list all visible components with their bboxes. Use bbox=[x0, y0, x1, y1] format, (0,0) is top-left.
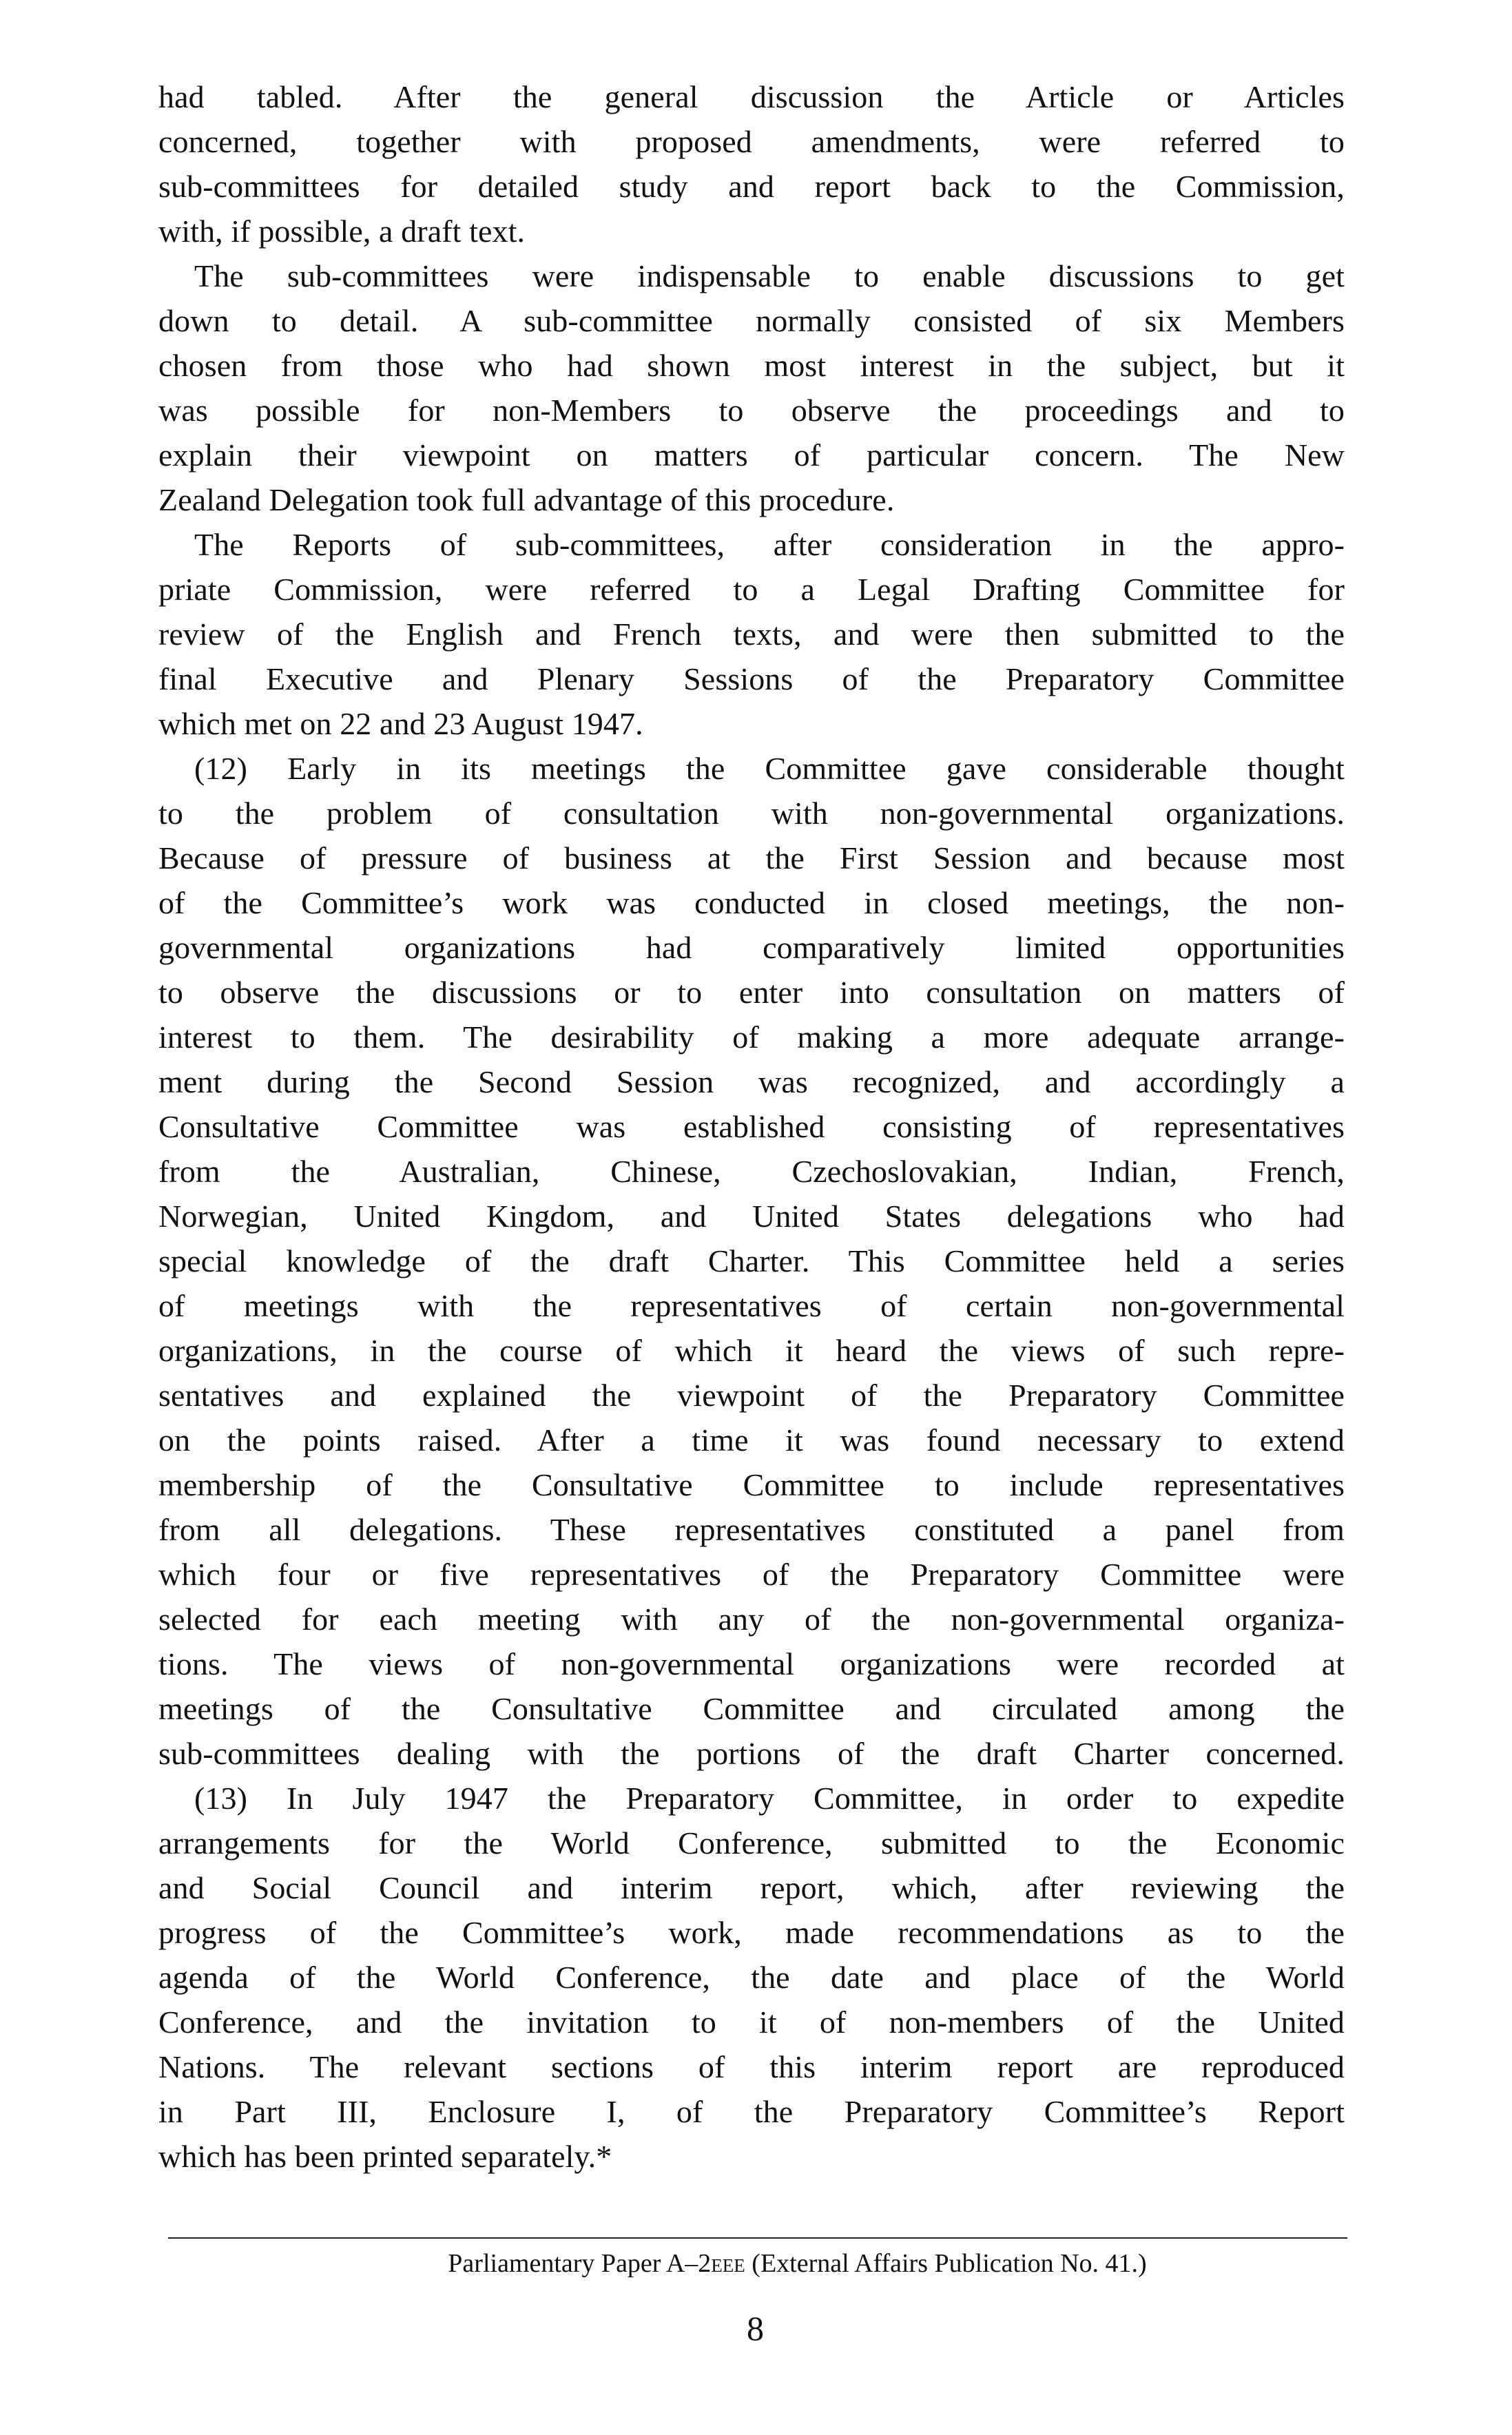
footnote-prefix: Parliamentary Paper A–2 bbox=[448, 2249, 712, 2278]
text-line: on the points raised. After a time it was found necessary to extend bbox=[158, 1422, 1345, 1458]
text-line: of meetings with the representatives of certain non-governmental bbox=[158, 1288, 1345, 1323]
text-line: Zealand Delegation took full advantage of this procedure. bbox=[158, 482, 895, 517]
text-line: (13) In July 1947 the Preparatory Committee, in order to expedite bbox=[194, 1781, 1345, 1816]
text-line: was possible for non-Members to observe the proceedings and to bbox=[158, 393, 1345, 428]
text-line: chosen from those who had shown most interest in the subject, but it bbox=[158, 348, 1345, 383]
body-text bbox=[158, 74, 1345, 2179]
text-line: progress of the Committee’s work, made recommendations as to the bbox=[158, 1915, 1345, 1950]
text-line: The sub-committees were indispensable to enable discussions to get bbox=[194, 258, 1345, 293]
text-line: review of the English and French texts, and were then submitted to the bbox=[158, 616, 1345, 652]
footnote-divider bbox=[168, 2237, 1347, 2239]
text-line: down to detail. A sub-committee normally consisted of six Members bbox=[158, 303, 1345, 338]
text-line: explain their viewpoint on matters of particular concern. The New bbox=[158, 437, 1345, 473]
text-line: Consultative Committee was established consisting of representatives bbox=[158, 1109, 1345, 1144]
text-line: to the problem of consultation with non-governmental organizations. bbox=[158, 796, 1345, 831]
text-line: priate Commission, were referred to a Legal Drafting Committee for bbox=[158, 572, 1345, 607]
text-line: which has been printed separately.* bbox=[158, 2139, 612, 2174]
text-line: Nations. The relevant sections of this interim report are reproduced bbox=[158, 2049, 1345, 2084]
text-line: governmental organizations had comparatively limited opportunities bbox=[158, 930, 1345, 965]
text-line: sub-committees dealing with the portions of the draft Charter concerned. bbox=[158, 1736, 1345, 1771]
footnote bbox=[0, 2248, 1512, 2279]
text-line: from all delegations. These representatives constituted a panel from bbox=[158, 1512, 1345, 1547]
text-line: special knowledge of the draft Charter. This Committee held a series bbox=[158, 1243, 1345, 1278]
footnote-small-caps: eee bbox=[711, 2249, 745, 2278]
text-line: The Reports of sub-committees, after consideration in the appro- bbox=[194, 527, 1345, 562]
text-line: and Social Council and interim report, which, after reviewing the bbox=[158, 1870, 1345, 1905]
text-line: meetings of the Consultative Committee and circulated among the bbox=[158, 1691, 1345, 1726]
text-line: had tabled. After the general discussion the Article or Articles bbox=[158, 79, 1345, 114]
text-line: tions. The views of non-governmental organizations were recorded at bbox=[158, 1646, 1345, 1681]
text-line: membership of the Consultative Committee to include representatives bbox=[158, 1467, 1345, 1502]
text-line: with, if possible, a draft text. bbox=[158, 214, 526, 249]
text-line: sentatives and explained the viewpoint of the Preparatory Committee bbox=[158, 1378, 1345, 1413]
text-line: in Part III, Enclosure I, of the Preparatory Committee’s Report bbox=[158, 2094, 1345, 2129]
text-line: sub-committees for detailed study and report back to the Commission, bbox=[158, 169, 1345, 204]
text-line: concerned, together with proposed amendments, were referred to bbox=[158, 124, 1345, 159]
text-line: of the Committee’s work was conducted in closed meetings, the non- bbox=[158, 885, 1345, 920]
text-line: agenda of the World Conference, the date and place of the World bbox=[158, 1960, 1345, 1995]
text-line: ment during the Second Session was recognized, and accordingly a bbox=[158, 1064, 1345, 1099]
page-number-text: 8 bbox=[747, 2309, 764, 2348]
text-line: Norwegian, United Kingdom, and United States delegations who had bbox=[158, 1199, 1345, 1234]
text-line: final Executive and Plenary Sessions of the Preparatory Committee bbox=[158, 661, 1345, 696]
text-line: from the Australian, Chinese, Czechoslovakian, Indian, French, bbox=[158, 1154, 1345, 1189]
text-line: to observe the discussions or to enter into consultation on matters of bbox=[158, 975, 1345, 1010]
page-number bbox=[0, 2309, 1512, 2348]
text-line: interest to them. The desirability of making a more adequate arrange- bbox=[158, 1019, 1345, 1055]
text-line: arrangements for the World Conference, submitted to the Economic bbox=[158, 1825, 1345, 1861]
text-line: which met on 22 and 23 August 1947. bbox=[158, 706, 643, 741]
text-line: selected for each meeting with any of the non-governmental organiza- bbox=[158, 1602, 1345, 1637]
footnote-suffix: (External Affairs Publication No. 41.) bbox=[745, 2249, 1147, 2278]
text-line: Because of pressure of business at the First Session and because most bbox=[158, 840, 1345, 875]
text-line: Conference, and the invitation to it of non-members of the United bbox=[158, 2004, 1345, 2040]
text-line: (12) Early in its meetings the Committee gave considerable thought bbox=[194, 751, 1345, 786]
text-line: which four or five representatives of the Preparatory Committee were bbox=[158, 1557, 1345, 1592]
text-line: organizations, in the course of which it heard the views of such repre- bbox=[158, 1333, 1345, 1368]
